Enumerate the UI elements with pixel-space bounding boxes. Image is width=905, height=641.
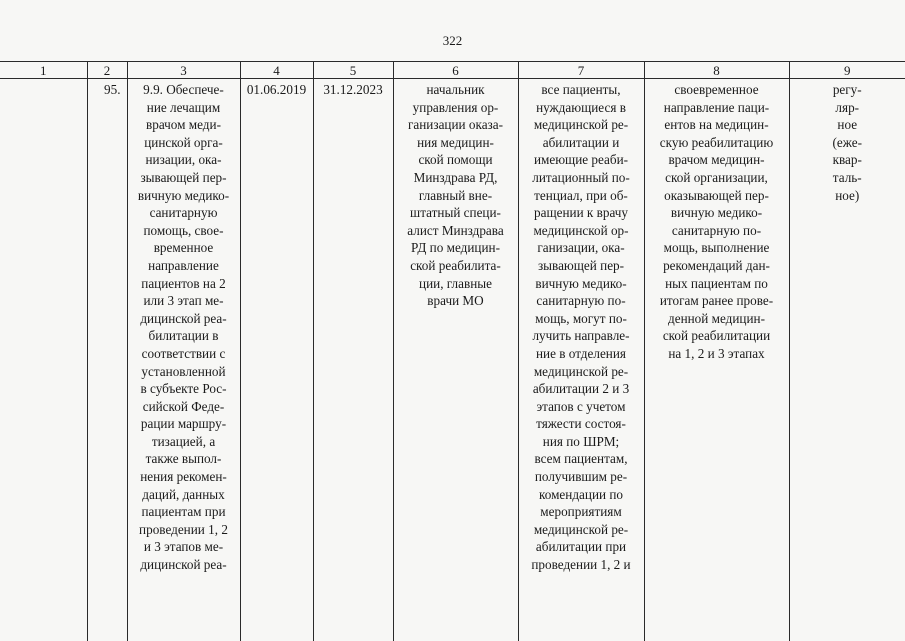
header-row bbox=[0, 62, 905, 79]
header-col-4: 4 bbox=[240, 62, 313, 79]
header-col-5: 5 bbox=[313, 62, 393, 79]
header-col-1: 1 bbox=[0, 62, 87, 79]
header-col-6: 6 bbox=[393, 62, 518, 79]
target-patients: все пациенты, нуждающиеся в медицинской ре- абилитации и имеющие реаби- литационный по- тенциал, при об- ращении к врачу медицинской ор- ганизации, ока- зывающей пер- вичную медико- санитарную по- мощь, могут по- лучить направле- ние в отделения медицинской ре- абилитации 2 и 3 этапов с учетом тяжести состоя- ния по ШРМ; всем пациентам, получившим ре- комендации по мероприятиям медицинской ре- абилитации при проведении 1, 2 и bbox=[518, 79, 644, 641]
end-date: 31.12.2023 bbox=[313, 79, 393, 641]
cell-col1 bbox=[0, 79, 87, 641]
measures-table bbox=[0, 61, 905, 641]
header-col-7: 7 bbox=[518, 62, 644, 79]
header-col-2: 2 bbox=[87, 62, 127, 79]
header-col-9: 9 bbox=[789, 62, 905, 79]
responsible-persons: начальник управления ор- ганизации оказа- ния медицин- ской помощи Минздрава РД, главный вне- штатный специ- алист Минздрава РД по медицин- ской реабилита- ции, главные врачи МО bbox=[393, 79, 518, 641]
header-col-8: 8 bbox=[644, 62, 789, 79]
page-number: 322 bbox=[0, 33, 905, 49]
start-date: 01.06.2019 bbox=[240, 79, 313, 641]
table-row bbox=[0, 79, 905, 641]
row-number: 95. bbox=[87, 79, 127, 641]
header-col-3: 3 bbox=[127, 62, 240, 79]
periodicity: регу- ляр- ное (еже- квар- таль- ное) bbox=[789, 79, 905, 641]
expected-result: своевременное направление паци- ентов на медицин- скую реабилитацию врачом медицин- ской организации, оказывающей пер- вичную медико- санитарную по- мощь, выполнение рекомендаций дан- ных пациентам по итогам ранее прове- денной медицин- ской реабилитации на 1, 2 и 3 этапах bbox=[644, 79, 789, 641]
measure-description: 9.9. Обеспече- ние лечащим врачом меди- цинской орга- низации, ока- зывающей пер- вичную медико- санитарную помощь, свое- временное направление пациентов на 2 или 3 этап ме- дицинской реа- билитации в соответствии с установленной в субъекте Рос- сийской Феде- рации маршру- тизацией, а также выпол- нения рекомен- даций, данных пациентам при проведении 1, 2 и 3 этапов ме- дицинской реа- bbox=[127, 79, 240, 641]
